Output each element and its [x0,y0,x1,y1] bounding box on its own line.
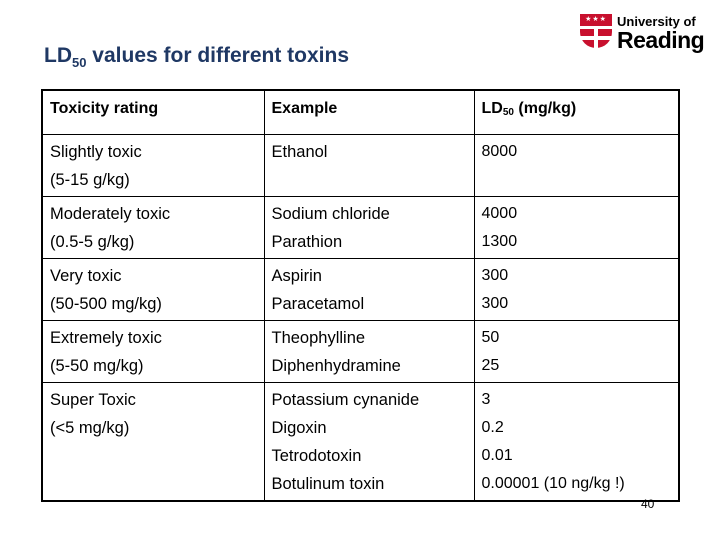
ld50-cell [474,259,679,321]
example-cell-line: Digoxin [271,419,327,437]
rating-cell-line: Very toxic [50,267,122,285]
ld50-cell [474,197,679,259]
ld50-cell-line: 8000 [481,143,518,160]
table-row [42,135,679,197]
table-row [42,321,679,383]
ld50-cell-line: 25 [481,357,500,374]
example-cell-line: Parathion [271,233,343,251]
ld50-cell-line: 3 [481,391,491,408]
example-cell-line: Aspirin [271,267,322,285]
ld50-cell-line: 4000 [481,205,518,222]
logo-line1: University of [617,14,696,29]
rating-cell-line: Extremely toxic [50,329,162,347]
ld50-cell-line: 300 [481,295,509,312]
example-cell [264,321,474,383]
ld50-cell [474,135,679,197]
header-ld50: $LD_{50}$ (mg/kg) [474,90,679,135]
table-header-row [42,90,679,135]
rating-cell [42,259,264,321]
rating-cell-line: Super Toxic [50,391,136,409]
ld50-cell-line: 300 [481,267,509,284]
header-toxicity-rating: Toxicity rating [42,90,264,135]
toxicity-table [41,89,680,502]
rating-cell [42,383,264,502]
logo-line2: Reading [617,27,705,53]
example-cell [264,135,474,197]
title-ld: LD [44,44,72,67]
rating-cell-line: (<5 mg/kg) [50,419,130,437]
example-cell [264,383,474,502]
shield-icon [580,14,612,48]
page-number: 40 [641,497,655,511]
slide-title [44,44,349,70]
rating-cell-line: Moderately toxic [50,205,171,223]
ld50-cell-line: 0.00001 (10 ng/kg !) [481,475,625,492]
ld50-cell-line: 0.01 [481,447,513,464]
example-cell [264,197,474,259]
ld50-cell-line: 1300 [481,233,518,250]
rating-cell [42,321,264,383]
title-subscript: 50 [72,55,87,70]
example-cell [264,259,474,321]
rating-cell-line: (5-50 mg/kg) [50,357,144,375]
rating-cell-line: (50-500 mg/kg) [50,295,162,313]
title-rest: values for different toxins [86,44,350,67]
example-cell-line: Theophylline [271,329,366,347]
stars-icon: ★★★ [585,16,607,23]
example-cell-line: Botulinum toxin [271,475,385,493]
ld50-cell [474,383,679,502]
example-cell-line: Paracetamol [271,295,365,313]
table-row [42,383,679,502]
ld50-cell [474,321,679,383]
header-example: Example [264,90,474,135]
rating-cell-line: (0.5-5 g/kg) [50,233,135,251]
table-row [42,197,679,259]
university-logo [580,14,705,54]
example-cell-line: Potassium cynanide [271,391,420,409]
example-cell-line: Diphenhydramine [271,357,401,375]
ld50-cell-line: 50 [481,329,500,346]
rating-cell [42,197,264,259]
example-cell-line: Sodium chloride [271,205,390,223]
rating-cell-line: Slightly toxic [50,143,142,161]
example-cell-line: Tetrodotoxin [271,447,362,465]
ld50-cell-line: 0.2 [481,419,504,436]
rating-cell [42,135,264,197]
table-row [42,259,679,321]
example-cell-line: Ethanol [271,143,328,161]
rating-cell-line: (5-15 g/kg) [50,171,130,189]
